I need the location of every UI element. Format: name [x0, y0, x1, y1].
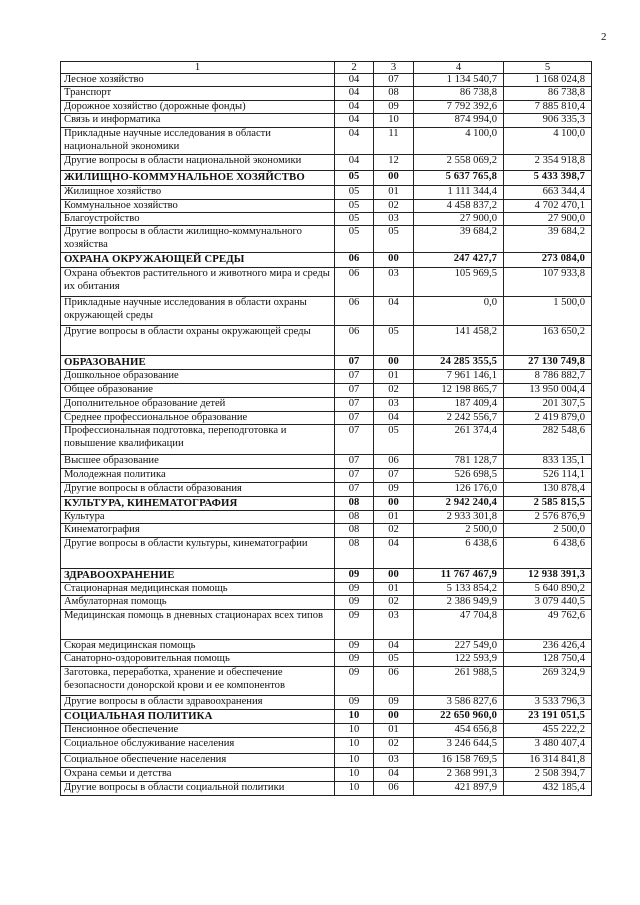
row-section-code: 05 [335, 186, 374, 199]
row-value-year-1: 86 738,8 [414, 87, 504, 100]
row-value-year-2: 282 548,6 [504, 425, 592, 455]
table-row [61, 724, 592, 737]
row-value-year-2: 2 500,0 [504, 524, 592, 538]
row-name: Скорая медицинская помощь [61, 639, 335, 652]
row-name: ЗДРАВООХРАНЕНИЕ [61, 569, 335, 583]
row-value-year-2: 2 585 815,5 [504, 496, 592, 510]
row-subsection-code: 04 [374, 639, 414, 652]
row-section-code: 07 [335, 356, 374, 370]
row-value-year-2: 663 344,4 [504, 186, 592, 199]
row-value-year-1: 12 198 865,7 [414, 383, 504, 397]
section-row [61, 356, 592, 370]
row-subsection-code: 03 [374, 213, 414, 226]
row-section-code: 06 [335, 297, 374, 326]
table-row [61, 753, 592, 767]
row-name: Кинематография [61, 524, 335, 538]
row-value-year-2: 833 135,1 [504, 455, 592, 469]
row-value-year-2: 86 738,8 [504, 87, 592, 100]
row-value-year-1: 874 994,0 [414, 114, 504, 128]
row-value-year-2: 49 762,6 [504, 609, 592, 639]
row-value-year-1: 27 900,0 [414, 213, 504, 226]
row-section-code: 06 [335, 268, 374, 297]
row-subsection-code: 00 [374, 356, 414, 370]
row-section-code: 07 [335, 425, 374, 455]
row-value-year-2: 906 335,3 [504, 114, 592, 128]
row-value-year-1: 3 246 644,5 [414, 737, 504, 753]
row-section-code: 10 [335, 737, 374, 753]
row-section-code: 04 [335, 114, 374, 128]
row-section-code: 09 [335, 609, 374, 639]
row-name: Охрана объектов растительного и животного мира и среды их обитания [61, 268, 335, 297]
row-section-code: 09 [335, 667, 374, 696]
row-subsection-code: 02 [374, 199, 414, 212]
row-section-code: 04 [335, 87, 374, 100]
row-value-year-2: 2 419 879,0 [504, 411, 592, 424]
row-value-year-1: 4 458 837,2 [414, 199, 504, 212]
row-section-code: 04 [335, 100, 374, 113]
row-section-code: 10 [335, 753, 374, 767]
row-section-code: 07 [335, 411, 374, 424]
row-value-year-1: 7 792 392,6 [414, 100, 504, 113]
budget-table [60, 61, 592, 796]
row-value-year-2: 2 354 918,8 [504, 155, 592, 171]
row-name: ЖИЛИЩНО-КОММУНАЛЬНОЕ ХОЗЯЙСТВО [61, 171, 335, 186]
row-name: Профессиональная подготовка, переподготовка и повышение квалификации [61, 425, 335, 455]
row-name: Амбулаторная помощь [61, 596, 335, 609]
row-section-code: 07 [335, 397, 374, 411]
row-value-year-1: 526 698,5 [414, 469, 504, 482]
row-name: Дошкольное образование [61, 370, 335, 383]
row-value-year-2: 2 508 394,7 [504, 767, 592, 781]
row-section-code: 07 [335, 383, 374, 397]
row-value-year-2: 269 324,9 [504, 667, 592, 696]
row-section-code: 05 [335, 199, 374, 212]
row-value-year-2: 107 933,8 [504, 268, 592, 297]
row-name: Прикладные научные исследования в области охраны окружающей среды [61, 297, 335, 326]
header-cell-1: 1 [61, 62, 335, 74]
row-name: Высшее образование [61, 455, 335, 469]
table-row [61, 226, 592, 253]
row-name: Другие вопросы в области охраны окружающей среды [61, 326, 335, 356]
row-section-code: 05 [335, 226, 374, 253]
row-value-year-1: 126 176,0 [414, 482, 504, 496]
row-name: Другие вопросы в области жилищно-коммунального хозяйства [61, 226, 335, 253]
row-section-code: 04 [335, 128, 374, 155]
table-row [61, 653, 592, 667]
row-value-year-2: 6 438,6 [504, 538, 592, 569]
row-section-code: 08 [335, 538, 374, 569]
row-value-year-2: 128 750,4 [504, 653, 592, 667]
row-subsection-code: 02 [374, 383, 414, 397]
table-row [61, 370, 592, 383]
row-subsection-code: 05 [374, 653, 414, 667]
row-name: Дополнительное образование детей [61, 397, 335, 411]
table-row [61, 781, 592, 795]
row-subsection-code: 09 [374, 696, 414, 710]
section-row [61, 253, 592, 268]
row-subsection-code: 03 [374, 609, 414, 639]
row-name: Заготовка, переработка, хранение и обеспечение безопасности донорской крови и ее компонентов [61, 667, 335, 696]
row-name: Среднее профессиональное образование [61, 411, 335, 424]
row-value-year-2: 7 885 810,4 [504, 100, 592, 113]
table-row [61, 87, 592, 100]
row-subsection-code: 05 [374, 226, 414, 253]
row-name: Прикладные научные исследования в области национальной экономики [61, 128, 335, 155]
table-row [61, 538, 592, 569]
row-value-year-2: 4 702 470,1 [504, 199, 592, 212]
row-subsection-code: 10 [374, 114, 414, 128]
row-value-year-1: 47 704,8 [414, 609, 504, 639]
page-number: 2 [601, 31, 607, 43]
row-subsection-code: 09 [374, 482, 414, 496]
row-value-year-2: 27 900,0 [504, 213, 592, 226]
header-row [61, 62, 592, 74]
row-section-code: 09 [335, 639, 374, 652]
row-name: Стационарная медицинская помощь [61, 583, 335, 596]
row-value-year-1: 6 438,6 [414, 538, 504, 569]
table-header [61, 62, 592, 74]
table-row [61, 411, 592, 424]
header-cell-2: 2 [335, 62, 374, 74]
row-section-code: 09 [335, 569, 374, 583]
table-row [61, 609, 592, 639]
header-cell-5: 5 [504, 62, 592, 74]
row-value-year-2: 432 185,4 [504, 781, 592, 795]
row-value-year-1: 781 128,7 [414, 455, 504, 469]
row-name: Другие вопросы в области образования [61, 482, 335, 496]
row-subsection-code: 00 [374, 171, 414, 186]
row-section-code: 09 [335, 583, 374, 596]
row-value-year-2: 27 130 749,8 [504, 356, 592, 370]
row-value-year-1: 11 767 467,9 [414, 569, 504, 583]
row-value-year-1: 5 637 765,8 [414, 171, 504, 186]
row-subsection-code: 08 [374, 87, 414, 100]
table-row [61, 425, 592, 455]
row-subsection-code: 06 [374, 667, 414, 696]
header-cell-4: 4 [414, 62, 504, 74]
section-row [61, 171, 592, 186]
table-row [61, 455, 592, 469]
row-section-code: 10 [335, 724, 374, 737]
row-subsection-code: 05 [374, 425, 414, 455]
row-name: Лесное хозяйство [61, 74, 335, 87]
row-value-year-2: 236 426,4 [504, 639, 592, 652]
row-value-year-2: 1 500,0 [504, 297, 592, 326]
row-value-year-1: 0,0 [414, 297, 504, 326]
table-row [61, 696, 592, 710]
section-row [61, 710, 592, 724]
row-value-year-1: 454 656,8 [414, 724, 504, 737]
row-name: Пенсионное обеспечение [61, 724, 335, 737]
row-subsection-code: 01 [374, 583, 414, 596]
row-subsection-code: 02 [374, 596, 414, 609]
row-subsection-code: 03 [374, 397, 414, 411]
row-value-year-1: 187 409,4 [414, 397, 504, 411]
table-row [61, 128, 592, 155]
row-name: Другие вопросы в области здравоохранения [61, 696, 335, 710]
table-row [61, 524, 592, 538]
row-section-code: 07 [335, 482, 374, 496]
row-value-year-2: 4 100,0 [504, 128, 592, 155]
row-subsection-code: 06 [374, 455, 414, 469]
row-value-year-2: 273 084,0 [504, 253, 592, 268]
row-subsection-code: 01 [374, 724, 414, 737]
table-row [61, 469, 592, 482]
table-row [61, 186, 592, 199]
row-value-year-2: 1 168 024,8 [504, 74, 592, 87]
row-subsection-code: 06 [374, 781, 414, 795]
row-name: Социальное обслуживание населения [61, 737, 335, 753]
row-subsection-code: 01 [374, 510, 414, 523]
row-name: Коммунальное хозяйство [61, 199, 335, 212]
row-value-year-1: 141 458,2 [414, 326, 504, 356]
row-subsection-code: 00 [374, 569, 414, 583]
row-value-year-1: 16 158 769,5 [414, 753, 504, 767]
row-name: Благоустройство [61, 213, 335, 226]
row-subsection-code: 03 [374, 268, 414, 297]
table-row [61, 114, 592, 128]
header-cell-3: 3 [374, 62, 414, 74]
row-section-code: 05 [335, 213, 374, 226]
row-name: СОЦИАЛЬНАЯ ПОЛИТИКА [61, 710, 335, 724]
row-subsection-code: 07 [374, 74, 414, 87]
row-subsection-code: 00 [374, 496, 414, 510]
row-value-year-1: 24 285 355,5 [414, 356, 504, 370]
section-row [61, 569, 592, 583]
row-value-year-2: 455 222,2 [504, 724, 592, 737]
row-name: Связь и информатика [61, 114, 335, 128]
row-name: Санаторно-оздоровительная помощь [61, 653, 335, 667]
row-section-code: 09 [335, 696, 374, 710]
row-value-year-2: 2 576 876,9 [504, 510, 592, 523]
row-value-year-1: 5 133 854,2 [414, 583, 504, 596]
row-value-year-2: 5 640 890,2 [504, 583, 592, 596]
row-subsection-code: 04 [374, 297, 414, 326]
table-row [61, 383, 592, 397]
row-subsection-code: 01 [374, 370, 414, 383]
row-value-year-1: 2 942 240,4 [414, 496, 504, 510]
table-row [61, 639, 592, 652]
table-row [61, 667, 592, 696]
row-value-year-2: 8 786 882,7 [504, 370, 592, 383]
row-section-code: 10 [335, 710, 374, 724]
row-name: Охрана семьи и детства [61, 767, 335, 781]
row-value-year-1: 1 111 344,4 [414, 186, 504, 199]
row-value-year-2: 5 433 398,7 [504, 171, 592, 186]
row-name: Транспорт [61, 87, 335, 100]
row-value-year-1: 3 586 827,6 [414, 696, 504, 710]
row-value-year-1: 1 134 540,7 [414, 74, 504, 87]
row-subsection-code: 02 [374, 737, 414, 753]
row-value-year-2: 3 480 407,4 [504, 737, 592, 753]
row-value-year-1: 2 500,0 [414, 524, 504, 538]
row-value-year-2: 16 314 841,8 [504, 753, 592, 767]
row-name: ОБРАЗОВАНИЕ [61, 356, 335, 370]
row-value-year-2: 39 684,2 [504, 226, 592, 253]
row-section-code: 08 [335, 496, 374, 510]
row-section-code: 07 [335, 370, 374, 383]
row-value-year-2: 13 950 004,4 [504, 383, 592, 397]
table-row [61, 100, 592, 113]
table-row [61, 268, 592, 297]
row-section-code: 04 [335, 74, 374, 87]
row-subsection-code: 00 [374, 253, 414, 268]
table-row [61, 510, 592, 523]
row-subsection-code: 01 [374, 186, 414, 199]
row-section-code: 08 [335, 510, 374, 523]
row-value-year-1: 7 961 146,1 [414, 370, 504, 383]
row-value-year-2: 23 191 051,5 [504, 710, 592, 724]
row-subsection-code: 11 [374, 128, 414, 155]
row-value-year-1: 39 684,2 [414, 226, 504, 253]
row-name: КУЛЬТУРА, КИНЕМАТОГРАФИЯ [61, 496, 335, 510]
row-name: Культура [61, 510, 335, 523]
row-value-year-1: 2 933 301,8 [414, 510, 504, 523]
row-value-year-1: 22 650 960,0 [414, 710, 504, 724]
row-value-year-1: 2 368 991,3 [414, 767, 504, 781]
row-subsection-code: 04 [374, 538, 414, 569]
row-value-year-2: 201 307,5 [504, 397, 592, 411]
row-value-year-1: 2 386 949,9 [414, 596, 504, 609]
row-value-year-2: 3 533 796,3 [504, 696, 592, 710]
table-body [61, 74, 592, 796]
row-name: ОХРАНА ОКРУЖАЮЩЕЙ СРЕДЫ [61, 253, 335, 268]
row-value-year-1: 261 374,4 [414, 425, 504, 455]
row-section-code: 04 [335, 155, 374, 171]
row-value-year-1: 2 558 069,2 [414, 155, 504, 171]
row-subsection-code: 04 [374, 767, 414, 781]
row-value-year-1: 227 549,0 [414, 639, 504, 652]
row-section-code: 05 [335, 171, 374, 186]
row-subsection-code: 12 [374, 155, 414, 171]
table-row [61, 199, 592, 212]
row-subsection-code: 05 [374, 326, 414, 356]
table-row [61, 297, 592, 326]
row-name: Другие вопросы в области культуры, кинематографии [61, 538, 335, 569]
row-value-year-1: 105 969,5 [414, 268, 504, 297]
row-name: Социальное обеспечение населения [61, 753, 335, 767]
row-section-code: 07 [335, 469, 374, 482]
row-name: Дорожное хозяйство (дорожные фонды) [61, 100, 335, 113]
row-value-year-2: 163 650,2 [504, 326, 592, 356]
table-row [61, 583, 592, 596]
row-value-year-2: 3 079 440,5 [504, 596, 592, 609]
table-row [61, 596, 592, 609]
row-name: Другие вопросы в области национальной экономики [61, 155, 335, 171]
table-row [61, 213, 592, 226]
table-row [61, 767, 592, 781]
row-value-year-1: 247 427,7 [414, 253, 504, 268]
row-section-code: 09 [335, 653, 374, 667]
section-row [61, 496, 592, 510]
row-subsection-code: 02 [374, 524, 414, 538]
row-name: Другие вопросы в области социальной политики [61, 781, 335, 795]
table-row [61, 326, 592, 356]
row-section-code: 06 [335, 253, 374, 268]
row-value-year-1: 122 593,9 [414, 653, 504, 667]
row-value-year-1: 2 242 556,7 [414, 411, 504, 424]
row-value-year-2: 130 878,4 [504, 482, 592, 496]
row-value-year-1: 261 988,5 [414, 667, 504, 696]
row-section-code: 09 [335, 596, 374, 609]
row-section-code: 10 [335, 781, 374, 795]
row-subsection-code: 07 [374, 469, 414, 482]
table-row [61, 155, 592, 171]
row-name: Медицинская помощь в дневных стационарах всех типов [61, 609, 335, 639]
row-section-code: 08 [335, 524, 374, 538]
row-name: Общее образование [61, 383, 335, 397]
row-value-year-2: 12 938 391,3 [504, 569, 592, 583]
row-value-year-2: 526 114,1 [504, 469, 592, 482]
row-name: Жилищное хозяйство [61, 186, 335, 199]
row-section-code: 06 [335, 326, 374, 356]
row-name: Молодежная политика [61, 469, 335, 482]
table-row [61, 74, 592, 87]
table-row [61, 482, 592, 496]
row-value-year-1: 4 100,0 [414, 128, 504, 155]
row-subsection-code: 04 [374, 411, 414, 424]
row-subsection-code: 09 [374, 100, 414, 113]
row-section-code: 10 [335, 767, 374, 781]
table-row [61, 737, 592, 753]
row-section-code: 07 [335, 455, 374, 469]
table-row [61, 397, 592, 411]
row-value-year-1: 421 897,9 [414, 781, 504, 795]
row-subsection-code: 03 [374, 753, 414, 767]
row-subsection-code: 00 [374, 710, 414, 724]
